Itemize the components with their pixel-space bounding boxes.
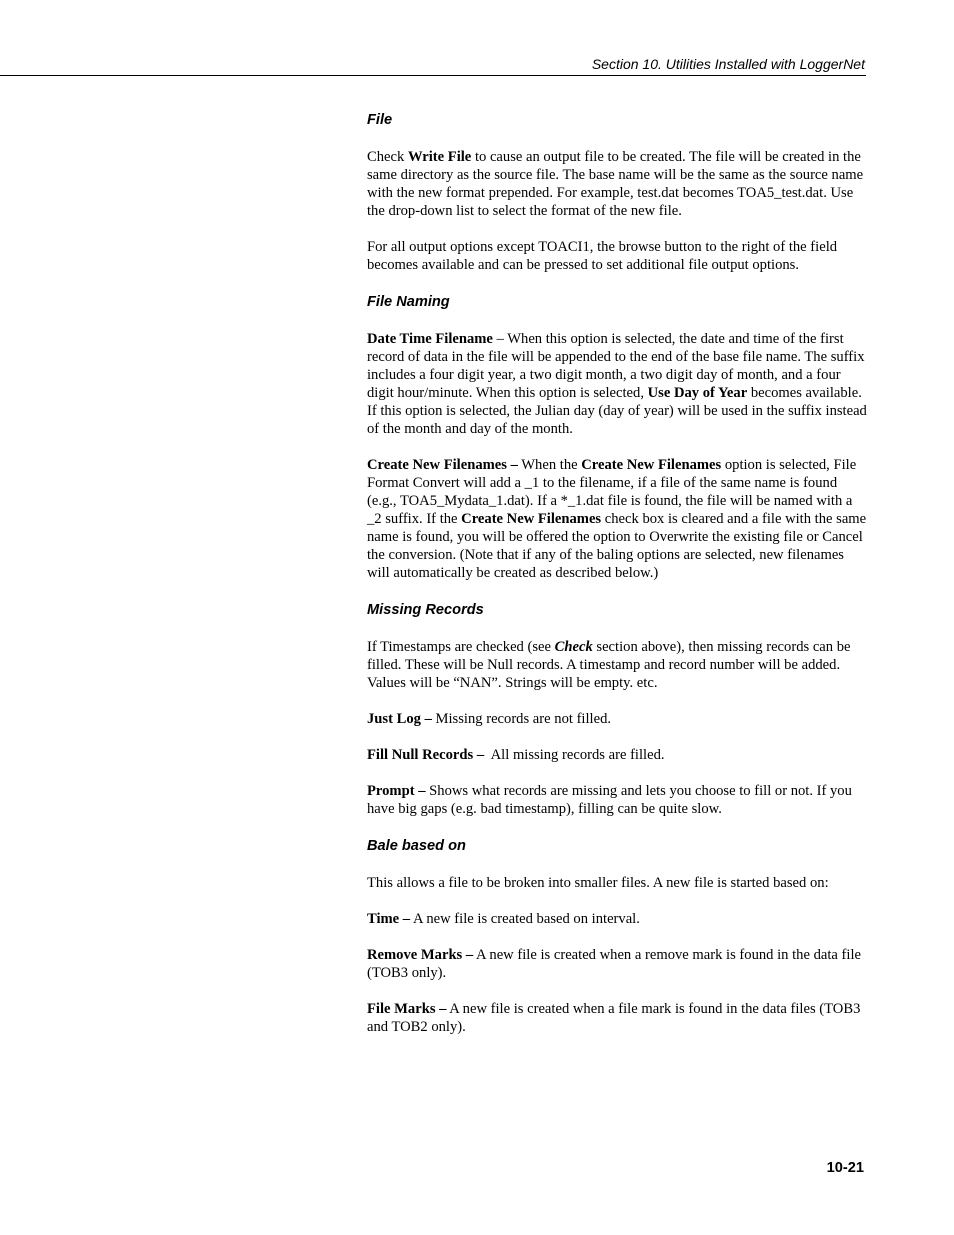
prompt-paragraph: [367, 782, 867, 818]
text-run: – When this option is selected, the date and time of the first record of data in the file will be appended to the end of the base file name. The suffix includes a four digit year, a two digit month, a two digit day of month, and a four digit hour/minute. When this option is selected,: [367, 331, 865, 401]
bale-heading: Bale based on: [367, 838, 466, 854]
header-divider: [0, 75, 866, 76]
create-new-filenames-paragraph: [367, 456, 867, 582]
section-title: Section 10. Utilities Installed with LoggerNet: [591, 56, 865, 72]
file-paragraph-1: [367, 148, 867, 220]
fill-null-records-paragraph: [367, 746, 867, 764]
file-marks-paragraph: [367, 1000, 867, 1036]
main-content: [367, 110, 867, 1054]
time-paragraph: [367, 910, 867, 928]
text-run: Check: [367, 149, 408, 165]
file-heading: File: [367, 112, 393, 128]
bale-intro: This allows a file to be broken into smaller files. A new file is started based on:: [367, 875, 829, 891]
text-run: section above), then missing records can be filled. These will be Null records. A timestamp and record number will be added. Values will be “NAN”. Strings will be empty. etc.: [367, 639, 851, 691]
text-run: check box is cleared and a file with the same name is found, you will be offered the option to Overwrite the existing file or Cancel the conversion. (Note that if any of the baling options are selected, new filenames will automatically be created as described below.): [367, 511, 867, 581]
text-run: A new file is created when a file mark is found in the data files (TOB3 and TOB2 only).: [367, 1001, 861, 1035]
remove-marks-paragraph: [367, 946, 867, 982]
term-label: Date Time Filename: [367, 331, 493, 347]
term-label: Fill Null Records –: [367, 747, 485, 763]
term-inline: Create New Filenames: [461, 511, 602, 527]
term-label: Just Log –: [367, 711, 432, 727]
term-label: Create New Filenames –: [367, 457, 518, 473]
missing-records-intro: [367, 638, 867, 692]
text-run: Missing records are not filled.: [431, 711, 612, 727]
term-inline: Create New Filenames: [581, 457, 722, 473]
term-label: Remove Marks –: [367, 947, 474, 963]
write-file-term: Write File: [407, 149, 472, 165]
text-run: becomes available. If this option is selected, the Julian day (day of year) will be used in the suffix instead of the month and day of the month.: [367, 385, 867, 437]
just-log-paragraph: [367, 710, 867, 728]
text-run: All missing records are filled.: [484, 747, 665, 763]
use-day-of-year-term: Use Day of Year: [647, 385, 748, 401]
text-run: If Timestamps are checked (see: [367, 639, 555, 655]
text-run: When the: [517, 457, 582, 473]
missing-records-heading: Missing Records: [367, 602, 484, 618]
text-run: Shows what records are missing and lets you choose to fill or not. If you have big gaps (e.g. bad timestamp), filling can be quite slow.: [367, 783, 852, 817]
file-paragraph-2: For all output options except TOACI1, the browse button to the right of the field becomes available and can be pressed to set additional file output options.: [367, 239, 838, 273]
term-label: Time –: [367, 911, 411, 927]
text-run: option is selected, File Format Convert will add a _1 to the filename, if a file of the same name is found (e.g., TOA5_Mydata_1.dat). If a *_1.dat file is found, the file will be named with a _2 suffix. If the: [367, 457, 857, 527]
check-term: Check: [554, 639, 593, 655]
file-naming-heading: File Naming: [367, 294, 450, 310]
term-label: Prompt –: [367, 783, 426, 799]
text-run: A new file is created based on interval.: [410, 911, 640, 927]
date-time-filename-paragraph: [367, 330, 867, 438]
term-label: File Marks –: [367, 1001, 447, 1017]
text-run: to cause an output file to be created. The file will be created in the same directory as the source file. The base name will be the same as the source name with the new format prepended. For example, test.dat becomes TOA5_test.dat. Use the drop-down list to select the format of the new file.: [367, 149, 864, 219]
page-number: 10-21: [826, 1160, 864, 1176]
text-run: A new file is created when a remove mark is found in the data file (TOB3 only).: [367, 947, 862, 981]
